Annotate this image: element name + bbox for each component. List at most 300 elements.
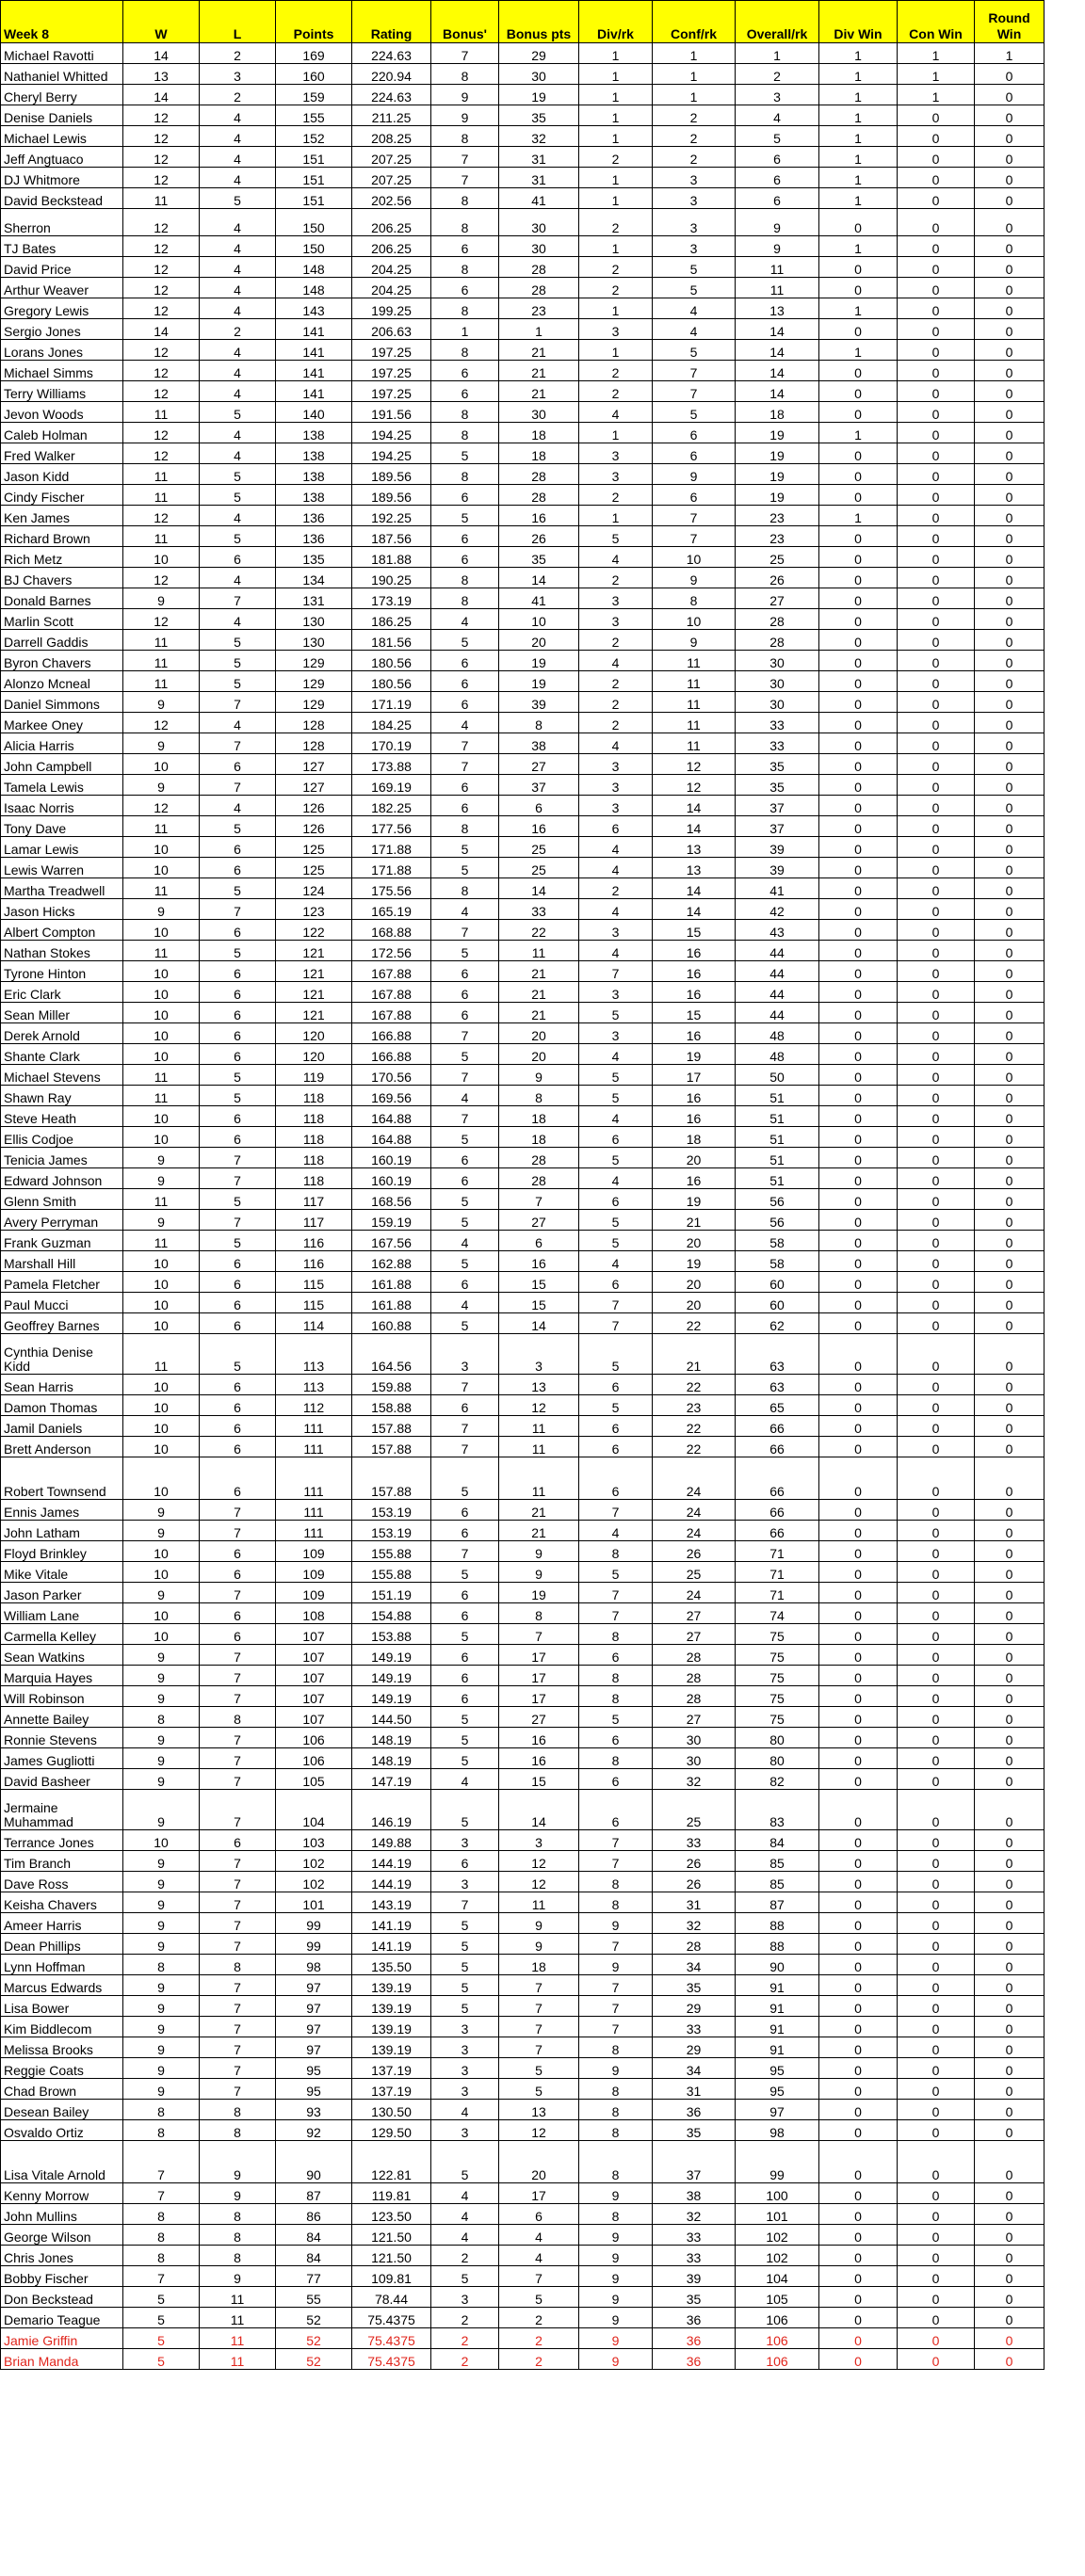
cell-round-win: 0 (975, 2058, 1045, 2079)
cell-overall-rank: 48 (736, 1044, 819, 1065)
cell-name: Steve Heath (1, 1106, 123, 1127)
cell-bonus: 3 (431, 2058, 499, 2079)
cell-overall-rank: 75 (736, 1645, 819, 1666)
cell-bonus: 6 (431, 236, 499, 257)
cell-con-win: 0 (898, 1500, 975, 1521)
cell-round-win: 0 (975, 609, 1045, 630)
table-row (1, 796, 1045, 816)
cell-round-win: 0 (975, 1769, 1045, 1790)
cell-l: 11 (200, 2328, 276, 2349)
cell-w: 9 (123, 1583, 200, 1603)
cell-w: 10 (123, 1830, 200, 1851)
cell-name: Kenny Morrow (1, 2183, 123, 2204)
cell-conf-rank: 9 (653, 568, 736, 588)
cell-bonus-pts: 28 (499, 257, 579, 278)
cell-bonus: 8 (431, 298, 499, 319)
cell-con-win: 0 (898, 168, 975, 188)
cell-w: 12 (123, 278, 200, 298)
cell-con-win: 0 (898, 1148, 975, 1168)
cell-l: 11 (200, 2349, 276, 2370)
cell-points: 136 (276, 526, 352, 547)
cell-w: 12 (123, 381, 200, 402)
cell-w: 9 (123, 1148, 200, 1168)
cell-points: 111 (276, 1416, 352, 1437)
cell-overall-rank: 105 (736, 2287, 819, 2308)
cell-points: 115 (276, 1272, 352, 1293)
cell-bonus-pts: 23 (499, 298, 579, 319)
cell-round-win: 0 (975, 899, 1045, 920)
cell-points: 127 (276, 754, 352, 775)
cell-overall-rank: 104 (736, 2266, 819, 2287)
cell-conf-rank: 33 (653, 2246, 736, 2266)
cell-conf-rank: 7 (653, 526, 736, 547)
cell-con-win: 0 (898, 319, 975, 340)
cell-round-win: 0 (975, 1231, 1045, 1251)
cell-div-win: 0 (819, 2266, 898, 2287)
cell-overall-rank: 13 (736, 298, 819, 319)
cell-round-win: 0 (975, 1251, 1045, 1272)
cell-points: 150 (276, 236, 352, 257)
cell-w: 10 (123, 754, 200, 775)
cell-con-win: 0 (898, 1231, 975, 1251)
cell-overall-rank: 37 (736, 816, 819, 837)
cell-points: 108 (276, 1603, 352, 1624)
cell-div-win: 1 (819, 168, 898, 188)
cell-points: 160 (276, 64, 352, 85)
cell-rating: 206.63 (352, 319, 431, 340)
cell-con-win: 0 (898, 2037, 975, 2058)
cell-w: 9 (123, 2037, 200, 2058)
cell-div-rank: 9 (579, 2266, 653, 2287)
cell-div-win: 0 (819, 671, 898, 692)
cell-name: Donald Barnes (1, 588, 123, 609)
cell-bonus: 6 (431, 1168, 499, 1189)
cell-conf-rank: 5 (653, 257, 736, 278)
cell-w: 12 (123, 609, 200, 630)
cell-l: 4 (200, 126, 276, 147)
cell-l: 4 (200, 423, 276, 443)
cell-bonus-pts: 7 (499, 1975, 579, 1996)
cell-round-win: 0 (975, 1728, 1045, 1748)
cell-rating: 164.88 (352, 1127, 431, 1148)
cell-conf-rank: 24 (653, 1583, 736, 1603)
cell-overall-rank: 101 (736, 2204, 819, 2225)
cell-l: 7 (200, 1851, 276, 1872)
cell-w: 5 (123, 2287, 200, 2308)
cell-name: Martha Treadwell (1, 878, 123, 899)
column-header-conf-rank: Conf/rk (653, 1, 736, 43)
cell-bonus-pts: 1 (499, 319, 579, 340)
cell-points: 106 (276, 1748, 352, 1769)
cell-con-win: 0 (898, 1251, 975, 1272)
cell-bonus: 7 (431, 920, 499, 941)
cell-w: 10 (123, 1044, 200, 1065)
cell-name: Marshall Hill (1, 1251, 123, 1272)
cell-div-rank: 8 (579, 1872, 653, 1892)
cell-bonus-pts: 15 (499, 1272, 579, 1293)
cell-l: 4 (200, 340, 276, 361)
cell-l: 7 (200, 1934, 276, 1955)
cell-rating: 109.81 (352, 2266, 431, 2287)
cell-points: 141 (276, 361, 352, 381)
cell-con-win: 0 (898, 1023, 975, 1044)
cell-overall-rank: 4 (736, 105, 819, 126)
cell-l: 7 (200, 1748, 276, 1769)
cell-rating: 161.88 (352, 1293, 431, 1313)
cell-overall-rank: 74 (736, 1603, 819, 1624)
cell-name: Jason Hicks (1, 899, 123, 920)
cell-div-rank: 2 (579, 630, 653, 651)
cell-w: 5 (123, 2328, 200, 2349)
cell-bonus-pts: 31 (499, 168, 579, 188)
cell-bonus: 5 (431, 1210, 499, 1231)
cell-points: 102 (276, 1851, 352, 1872)
table-row (1, 878, 1045, 899)
cell-conf-rank: 36 (653, 2328, 736, 2349)
cell-l: 5 (200, 630, 276, 651)
cell-con-win: 0 (898, 547, 975, 568)
cell-conf-rank: 21 (653, 1210, 736, 1231)
table-row (1, 402, 1045, 423)
table-row (1, 464, 1045, 485)
cell-points: 118 (276, 1086, 352, 1106)
table-row (1, 1666, 1045, 1686)
cell-bonus: 4 (431, 1293, 499, 1313)
cell-div-win: 0 (819, 1251, 898, 1272)
cell-con-win: 0 (898, 1168, 975, 1189)
cell-points: 90 (276, 2141, 352, 2183)
cell-bonus-pts: 28 (499, 278, 579, 298)
cell-div-win: 0 (819, 920, 898, 941)
cell-round-win: 0 (975, 754, 1045, 775)
cell-div-win: 0 (819, 588, 898, 609)
cell-points: 130 (276, 630, 352, 651)
cell-bonus-pts: 15 (499, 1293, 579, 1313)
cell-points: 116 (276, 1251, 352, 1272)
cell-conf-rank: 30 (653, 1748, 736, 1769)
cell-name: Nathan Stokes (1, 941, 123, 961)
cell-bonus: 6 (431, 1395, 499, 1416)
cell-con-win: 1 (898, 64, 975, 85)
cell-round-win: 0 (975, 920, 1045, 941)
cell-overall-rank: 71 (736, 1541, 819, 1562)
cell-con-win: 0 (898, 2349, 975, 2370)
cell-round-win: 0 (975, 982, 1045, 1003)
cell-con-win: 0 (898, 692, 975, 713)
cell-name: Sean Miller (1, 1003, 123, 1023)
cell-l: 4 (200, 209, 276, 236)
table-row (1, 1044, 1045, 1065)
cell-bonus-pts: 9 (499, 1934, 579, 1955)
cell-w: 11 (123, 402, 200, 423)
cell-bonus-pts: 9 (499, 1562, 579, 1583)
cell-conf-rank: 4 (653, 319, 736, 340)
cell-w: 10 (123, 1416, 200, 1437)
cell-rating: 173.88 (352, 754, 431, 775)
cell-bonus: 2 (431, 2328, 499, 2349)
table-row (1, 2204, 1045, 2225)
cell-div-win: 1 (819, 64, 898, 85)
cell-round-win: 0 (975, 547, 1045, 568)
cell-con-win: 0 (898, 485, 975, 506)
cell-w: 9 (123, 1748, 200, 1769)
cell-l: 5 (200, 1334, 276, 1375)
cell-w: 12 (123, 361, 200, 381)
cell-w: 11 (123, 630, 200, 651)
table-row (1, 319, 1045, 340)
column-header-l: L (200, 1, 276, 43)
cell-overall-rank: 19 (736, 443, 819, 464)
cell-l: 6 (200, 1106, 276, 1127)
cell-div-rank: 8 (579, 1541, 653, 1562)
cell-con-win: 0 (898, 1790, 975, 1830)
cell-name: Lamar Lewis (1, 837, 123, 858)
cell-rating: 199.25 (352, 298, 431, 319)
cell-div-rank: 5 (579, 1334, 653, 1375)
cell-points: 138 (276, 485, 352, 506)
cell-rating: 169.56 (352, 1086, 431, 1106)
cell-w: 12 (123, 105, 200, 126)
cell-rating: 168.56 (352, 1189, 431, 1210)
cell-bonus: 4 (431, 2100, 499, 2120)
cell-overall-rank: 82 (736, 1769, 819, 1790)
cell-name: Ellis Codjoe (1, 1127, 123, 1148)
cell-rating: 148.19 (352, 1728, 431, 1748)
cell-con-win: 0 (898, 941, 975, 961)
cell-name: Cynthia Denise Kidd (1, 1334, 123, 1375)
cell-div-rank: 4 (579, 1044, 653, 1065)
cell-con-win: 0 (898, 754, 975, 775)
table-row (1, 1293, 1045, 1313)
cell-rating: 207.25 (352, 147, 431, 168)
cell-l: 2 (200, 319, 276, 340)
cell-div-win: 0 (819, 568, 898, 588)
cell-round-win: 0 (975, 816, 1045, 837)
cell-conf-rank: 6 (653, 443, 736, 464)
cell-points: 138 (276, 423, 352, 443)
cell-round-win: 0 (975, 485, 1045, 506)
cell-div-rank: 4 (579, 1168, 653, 1189)
cell-bonus: 3 (431, 2287, 499, 2308)
cell-rating: 148.19 (352, 1748, 431, 1769)
cell-overall-rank: 30 (736, 651, 819, 671)
cell-overall-rank: 63 (736, 1334, 819, 1375)
cell-points: 122 (276, 920, 352, 941)
cell-bonus: 8 (431, 402, 499, 423)
cell-name: Tenicia James (1, 1148, 123, 1168)
cell-w: 12 (123, 713, 200, 733)
cell-div-rank: 8 (579, 2204, 653, 2225)
cell-overall-rank: 3 (736, 85, 819, 105)
cell-rating: 184.25 (352, 713, 431, 733)
cell-bonus-pts: 39 (499, 692, 579, 713)
cell-name: Brian Manda (1, 2349, 123, 2370)
cell-div-rank: 5 (579, 526, 653, 547)
cell-points: 117 (276, 1210, 352, 1231)
cell-con-win: 0 (898, 1395, 975, 1416)
cell-bonus-pts: 12 (499, 1395, 579, 1416)
cell-con-win: 0 (898, 1624, 975, 1645)
cell-round-win: 0 (975, 168, 1045, 188)
cell-name: Alonzo Mcneal (1, 671, 123, 692)
cell-div-win: 0 (819, 485, 898, 506)
cell-div-rank: 8 (579, 2079, 653, 2100)
cell-l: 6 (200, 1375, 276, 1395)
cell-div-rank: 5 (579, 1003, 653, 1023)
cell-bonus: 8 (431, 568, 499, 588)
cell-conf-rank: 2 (653, 147, 736, 168)
cell-div-win: 0 (819, 1830, 898, 1851)
cell-overall-rank: 71 (736, 1562, 819, 1583)
cell-overall-rank: 44 (736, 961, 819, 982)
cell-bonus: 5 (431, 941, 499, 961)
cell-div-rank: 1 (579, 43, 653, 64)
cell-l: 5 (200, 1086, 276, 1106)
cell-l: 4 (200, 278, 276, 298)
cell-l: 7 (200, 1583, 276, 1603)
cell-points: 55 (276, 2287, 352, 2308)
cell-rating: 139.19 (352, 2037, 431, 2058)
cell-name: Alicia Harris (1, 733, 123, 754)
cell-l: 7 (200, 1872, 276, 1892)
cell-div-rank: 3 (579, 754, 653, 775)
cell-rating: 190.25 (352, 568, 431, 588)
cell-l: 5 (200, 816, 276, 837)
cell-div-win: 0 (819, 1645, 898, 1666)
cell-round-win: 0 (975, 1293, 1045, 1313)
cell-overall-rank: 2 (736, 64, 819, 85)
table-row (1, 1231, 1045, 1251)
cell-round-win: 0 (975, 188, 1045, 209)
cell-points: 97 (276, 1975, 352, 1996)
cell-rating: 122.81 (352, 2141, 431, 2183)
cell-points: 106 (276, 1728, 352, 1748)
cell-name: Mike Vitale (1, 1562, 123, 1583)
cell-conf-rank: 22 (653, 1437, 736, 1457)
cell-l: 7 (200, 1728, 276, 1748)
cell-rating: 180.56 (352, 651, 431, 671)
cell-points: 112 (276, 1395, 352, 1416)
cell-name: Markee Oney (1, 713, 123, 733)
cell-conf-rank: 19 (653, 1044, 736, 1065)
cell-overall-rank: 9 (736, 209, 819, 236)
cell-overall-rank: 51 (736, 1168, 819, 1189)
cell-name: Don Beckstead (1, 2287, 123, 2308)
cell-div-win: 0 (819, 1707, 898, 1728)
cell-overall-rank: 44 (736, 1003, 819, 1023)
cell-round-win: 0 (975, 2017, 1045, 2037)
cell-div-rank: 8 (579, 1666, 653, 1686)
cell-con-win: 0 (898, 1293, 975, 1313)
cell-div-rank: 6 (579, 1645, 653, 1666)
cell-conf-rank: 31 (653, 2079, 736, 2100)
cell-round-win: 0 (975, 2246, 1045, 2266)
cell-round-win: 0 (975, 2183, 1045, 2204)
cell-bonus-pts: 11 (499, 1437, 579, 1457)
cell-name: Tony Dave (1, 816, 123, 837)
cell-div-rank: 2 (579, 209, 653, 236)
table-row (1, 1645, 1045, 1666)
cell-con-win: 0 (898, 878, 975, 899)
table-row (1, 147, 1045, 168)
cell-l: 8 (200, 2204, 276, 2225)
cell-conf-rank: 11 (653, 713, 736, 733)
cell-conf-rank: 28 (653, 1666, 736, 1686)
cell-l: 6 (200, 754, 276, 775)
cell-name: Sherron (1, 209, 123, 236)
cell-con-win: 0 (898, 2266, 975, 2287)
cell-w: 12 (123, 168, 200, 188)
cell-div-rank: 2 (579, 878, 653, 899)
cell-conf-rank: 14 (653, 816, 736, 837)
cell-conf-rank: 22 (653, 1313, 736, 1334)
cell-w: 10 (123, 1023, 200, 1044)
table-row (1, 2037, 1045, 2058)
cell-bonus: 7 (431, 168, 499, 188)
cell-round-win: 0 (975, 1645, 1045, 1666)
cell-overall-rank: 75 (736, 1666, 819, 1686)
cell-points: 102 (276, 1872, 352, 1892)
cell-l: 6 (200, 1562, 276, 1583)
cell-w: 10 (123, 982, 200, 1003)
cell-name: Marcus Edwards (1, 1975, 123, 1996)
cell-con-win: 0 (898, 1521, 975, 1541)
cell-conf-rank: 34 (653, 1955, 736, 1975)
cell-div-rank: 6 (579, 1437, 653, 1457)
cell-points: 77 (276, 2266, 352, 2287)
cell-div-rank: 1 (579, 423, 653, 443)
cell-bonus: 7 (431, 147, 499, 168)
cell-name: Brett Anderson (1, 1437, 123, 1457)
cell-w: 8 (123, 1955, 200, 1975)
cell-bonus-pts: 19 (499, 85, 579, 105)
cell-bonus-pts: 4 (499, 2225, 579, 2246)
cell-conf-rank: 22 (653, 1375, 736, 1395)
table-row (1, 692, 1045, 713)
cell-overall-rank: 85 (736, 1851, 819, 1872)
cell-con-win: 0 (898, 1686, 975, 1707)
cell-w: 10 (123, 1003, 200, 1023)
cell-name: Lorans Jones (1, 340, 123, 361)
cell-name: Jermaine Muhammad (1, 1790, 123, 1830)
cell-bonus: 4 (431, 2183, 499, 2204)
cell-w: 9 (123, 1996, 200, 2017)
cell-l: 7 (200, 1892, 276, 1913)
cell-rating: 130.50 (352, 2100, 431, 2120)
cell-round-win: 0 (975, 1603, 1045, 1624)
cell-div-rank: 5 (579, 1086, 653, 1106)
cell-div-win: 0 (819, 2058, 898, 2079)
cell-rating: 155.88 (352, 1541, 431, 1562)
table-row (1, 941, 1045, 961)
cell-div-win: 0 (819, 2349, 898, 2370)
cell-overall-rank: 28 (736, 630, 819, 651)
cell-div-rank: 9 (579, 2183, 653, 2204)
cell-bonus-pts: 28 (499, 1168, 579, 1189)
cell-conf-rank: 9 (653, 464, 736, 485)
cell-conf-rank: 20 (653, 1148, 736, 1168)
table-row (1, 1603, 1045, 1624)
cell-div-win: 0 (819, 858, 898, 878)
cell-round-win: 0 (975, 2266, 1045, 2287)
cell-round-win: 0 (975, 1416, 1045, 1437)
cell-name: Frank Guzman (1, 1231, 123, 1251)
cell-con-win: 0 (898, 588, 975, 609)
cell-round-win: 0 (975, 1044, 1045, 1065)
cell-name: Cindy Fischer (1, 485, 123, 506)
cell-bonus-pts: 13 (499, 1375, 579, 1395)
table-row (1, 423, 1045, 443)
